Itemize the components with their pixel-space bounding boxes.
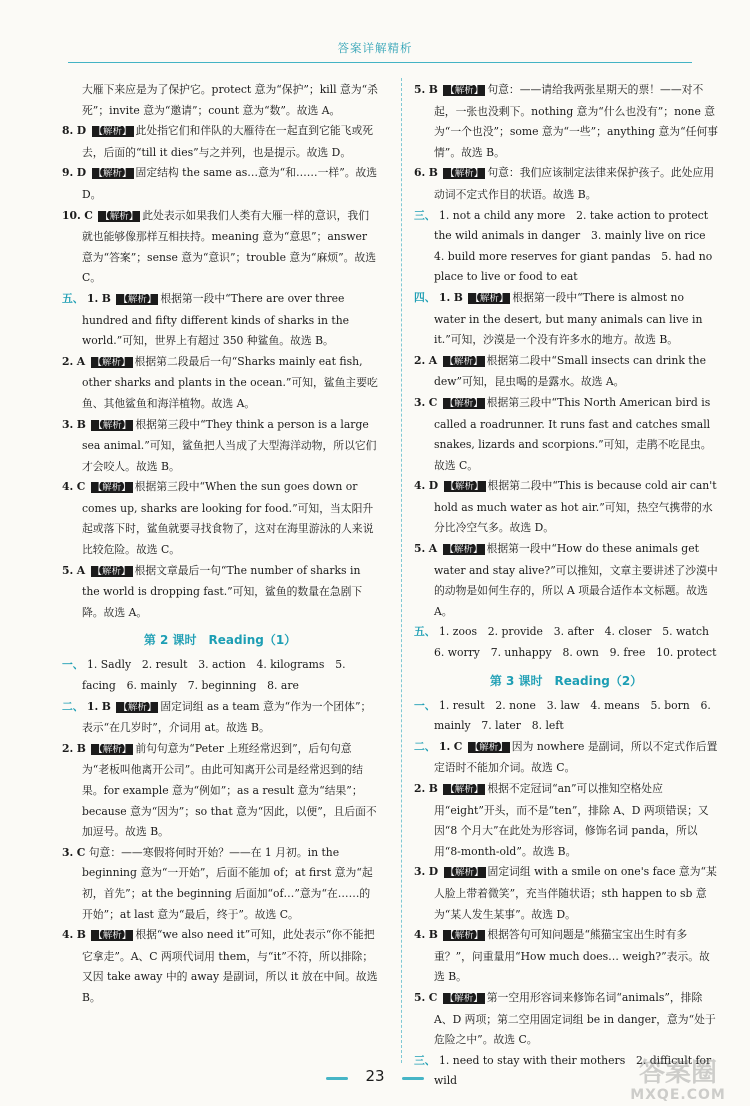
watermark-logo [614, 1058, 742, 1104]
question-number: 4. [414, 928, 426, 942]
analysis-tag: 【解析】 [92, 565, 131, 577]
answer-item [414, 988, 718, 1051]
lesson-heading: 第 3 课时 Reading（2） [489, 673, 643, 688]
answer-choice: A [428, 542, 438, 556]
question-number: 4. [62, 480, 74, 494]
answer-text: 根据第三段中“This North American bird is called a roadrunner. It runs fast and catches small snakes, lizards and scorpions.”可知，走鹃不吃昆虫。故选 C。 [434, 395, 712, 472]
answer-choice: B [76, 928, 86, 942]
answer-item [414, 206, 718, 288]
section-marker: 三、 [414, 208, 436, 222]
question-number: 5. [414, 990, 426, 1004]
question-number: 9. [62, 166, 74, 180]
answer-text: 句意：我们应该制定法律来保护孩子。此处应用动词不定式作目的状语。故选 B。 [434, 166, 715, 201]
analysis-tag: 【解析】 [118, 701, 157, 713]
answer-item [414, 80, 718, 163]
answer-item [62, 843, 378, 925]
analysis-tag: 【解析】 [445, 867, 484, 879]
analysis-tag: 【解析】 [93, 930, 132, 942]
answer-text: 大雁下来应是为了保护它。protect 意为“保护”；kill 意为“杀死”；invite 意为“邀请”；count 意为“数”。故选 A。 [82, 83, 378, 117]
answer-text: 1. result 2. none 3. law 4. means 5. born 6. mainly 7. later 8. left [434, 698, 711, 733]
answer-choice: C [76, 480, 86, 494]
question-number: 5. [62, 563, 74, 577]
analysis-tag: 【解析】 [93, 419, 132, 431]
answer-item [62, 925, 378, 1008]
question-number: 1. [439, 739, 451, 753]
answer-text: 根据文章最后一句“The number of sharks in the world is dropping fast.”可知，鲨鱼的数量在急剧下降。故选 A。 [82, 563, 363, 619]
header-rule [68, 62, 692, 63]
answer-item [414, 163, 718, 205]
question-number: 2. [62, 354, 74, 368]
answer-text: 1. zoos 2. provide 3. after 4. closer 5. watch 6. worry 7. unhappy 8. own 9. free 10. protect [434, 625, 720, 660]
question-number: 2. [414, 353, 426, 367]
answer-text: 根据第二段最后一句“Sharks mainly eat fish, other sharks and plants in the ocean.”可知，鲨鱼主要吃鱼、其他鲨鱼和海洋植物。故选 A。 [82, 354, 378, 410]
answer-choice: B [453, 290, 463, 304]
question-number: 1. [439, 290, 451, 304]
analysis-tag: 【解析】 [469, 741, 508, 753]
answer-choice: B [428, 166, 438, 180]
answer-choice: B [76, 741, 86, 755]
answer-item [62, 121, 378, 163]
answer-text: 因为 nowhere 是副词，所以不定式作后置定语时不能加介词。故选 C。 [434, 739, 718, 775]
answer-item [414, 862, 718, 925]
answer-choice: A [76, 563, 86, 577]
answer-item [62, 289, 378, 352]
answer-item [62, 415, 378, 478]
analysis-tag: 【解析】 [445, 481, 484, 493]
answer-text: 根据第二段中“This is because cold air can't hold as much water as hot air.”可知，热空气携带的水分比冷空气多。故选 D。 [434, 479, 717, 535]
answer-text: 1. not a child any more 2. take action to protect the wild animals in danger 3. mainly live on rice 4. build more reserves for giant pandas 5. had no place to live or food to eat [434, 208, 717, 284]
answer-choice: A [428, 353, 438, 367]
analysis-tag: 【解析】 [92, 482, 131, 494]
analysis-tag: 【解析】 [93, 743, 132, 755]
answer-item [414, 779, 718, 862]
page-number-text: 23 [365, 1067, 385, 1085]
answer-item [62, 163, 378, 205]
answer-text: 根据第二段中“Small insects can drink the dew”可知，昆虫喝的是露水。故选 A。 [434, 353, 706, 389]
question-number: 5. [414, 542, 426, 556]
lesson-heading: 第 2 课时 Reading（1） [143, 633, 297, 648]
answer-choice: B [428, 83, 438, 96]
answer-text: 固定词组 as a team 意为“作为一个团体”；表示“在几岁时”，介词用 at。故选 B。 [82, 699, 372, 735]
watermark-url: MXQE.COM [630, 1087, 726, 1103]
question-number: 3. [62, 417, 74, 431]
question-number: 2. [62, 741, 74, 755]
question-number: 3. [414, 865, 426, 879]
answer-item [62, 697, 378, 739]
answer-text: 根据“we also need it”可知，此处表示“你不能把它拿走”。A、C 两项代词用 them，与“it”不符，所以排除；又因 take away 中的 away 是副词，所以 it 放在中间。故选 B。 [82, 928, 378, 1004]
answer-text: 根据不定冠词“an”可以推知空格处应用“eight”开头，而不是“ten”，排除 A、D 两项错误；又因“8 个月大”在此处为形容词，修饰名词 panda，所以用“8-month-old”。故选 B。 [434, 782, 709, 858]
answer-choice: B [101, 291, 111, 305]
section-marker: 五、 [414, 625, 436, 639]
answer-text: 根据答句可知问题是“熊猫宝宝出生时有多重？”，问重量用“How much does… weigh?”表示。故选 B。 [434, 928, 710, 984]
question-number: 1. [87, 699, 99, 713]
answer-text: 固定结构 the same as…意为“和……一样”。故选 D。 [82, 166, 378, 201]
answer-text: 根据第一段中“There is almost no water in the desert, but many animals can live in it.”可知，沙漠是一个没有许多水的地方。故选 B。 [434, 290, 703, 347]
answer-choice: B [428, 928, 438, 942]
question-number: 10. [62, 208, 81, 222]
left-column [62, 80, 378, 1009]
question-number: 2. [414, 782, 426, 795]
analysis-tag: 【解析】 [444, 992, 483, 1004]
analysis-tag: 【解析】 [445, 85, 484, 96]
analysis-tag: 【解析】 [444, 397, 483, 409]
answer-text: 根据第一段中“There are over three hundred and fifty different kinds of sharks in the world.”可知，世界上有超过 350 种鲨鱼。故选 B。 [82, 291, 350, 348]
answer-item [414, 476, 718, 539]
answer-item [414, 351, 718, 393]
answer-choice: C [428, 990, 438, 1004]
section-marker: 二、 [414, 739, 436, 753]
analysis-tag: 【解析】 [93, 168, 132, 180]
question-number: 8. [62, 124, 74, 138]
analysis-tag: 【解析】 [444, 355, 483, 367]
header-title: 答案详解精析 [337, 41, 413, 55]
answer-text: 前句句意为“Peter 上班经常迟到”，后句句意为“老板叫他离开公司”。由此可知离开公司是经常迟到的结果。for example 意为“例如”；as a result 意为“结果”；because 意为“因为”；so that 意为“因此，以便”，且后面不加逗号。故选 B。 [82, 741, 377, 839]
question-number: 4. [62, 928, 74, 942]
analysis-tag: 【解析】 [444, 544, 483, 556]
section-marker: 五、 [62, 291, 84, 305]
answer-item [414, 393, 718, 476]
question-number: 3. [62, 845, 74, 859]
answer-item [414, 737, 718, 779]
answer-continuation [62, 80, 378, 121]
page-header [0, 0, 750, 76]
answer-item [414, 925, 718, 988]
answer-text: 1. Sadly 2. result 3. action 4. kilograms 5. facing 6. mainly 7. beginning 8. are [82, 658, 346, 693]
section-marker: 一、 [62, 658, 84, 672]
answer-item [62, 206, 378, 289]
answer-text: 根据第三段中“They think a person is a large sea animal.”可知，鲨鱼把人当成了大型海洋动物，所以它们才会咬人。故选 B。 [82, 417, 377, 473]
answer-text: 句意：——请给我两张星期天的票！——对不起，一张也没剩下。nothing 意为“什么也没有”；none 意为“一个也没”；some 意为“一些”；anything 意为“任何事情”。故选 B。 [434, 83, 718, 159]
section-marker: 三、 [414, 1053, 436, 1067]
column-divider [401, 78, 402, 1063]
answer-text: 此处指它们和伴队的大雁待在一起直到它能飞或死去，后面的“till it dies”与之并列，也是提示。故选 D。 [82, 124, 374, 159]
answer-item [414, 622, 718, 663]
analysis-tag: 【解析】 [118, 293, 157, 305]
right-column [414, 80, 718, 1092]
answer-choice: A [76, 354, 86, 368]
answer-choice: C [453, 739, 463, 753]
question-number: 3. [414, 395, 426, 409]
analysis-tag: 【解析】 [100, 210, 139, 222]
answer-item [62, 352, 378, 415]
analysis-tag: 【解析】 [445, 784, 484, 795]
analysis-tag: 【解析】 [93, 126, 132, 138]
answer-choice: C [76, 845, 86, 859]
question-number: 4. [414, 479, 426, 493]
answer-text: 固定词组 with a smile on one's face 意为“某人脸上带着微笑”，充当伴随状语；sth happen to sb 意为“某人发生某事”。故选 D。 [434, 865, 717, 921]
answer-text: 句意：——寒假将何时开始？——在 1 月初。in the beginning 意为“一开始”，后面不能加 of；at first 意为“起初，首先”；at the beginning 后面加“of…”意为“在……的开始”；at last 意为“最后，终于”。故选 C。 [82, 845, 373, 921]
answer-choice: B [428, 782, 438, 795]
answer-text: 根据第三段中“When the sun goes down or comes up, sharks are looking for food.”可知，当太阳升起或落下时，鲨鱼就要寻找食物了，这对在海里游泳的人来说比较危险。故选 C。 [82, 480, 374, 557]
question-number: 6. [414, 166, 426, 180]
answer-item [62, 655, 378, 696]
watermark-main: 答案圈 [638, 1058, 717, 1088]
answer-text: 此处表示如果我们人类有大雁一样的意识，我们就也能够像那样互相扶持。meaning 意为“意思”；answer 意为“答案”；sense 意为“意识”；trouble 意为“麻烦”。故选 C。 [82, 208, 377, 285]
answer-item [62, 477, 378, 560]
answer-choice: D [428, 479, 439, 493]
answer-item [62, 739, 378, 843]
answer-choice: C [428, 395, 438, 409]
question-number: 1. [87, 291, 99, 305]
analysis-tag: 【解析】 [445, 168, 484, 180]
page-number [350, 1067, 400, 1091]
section-marker: 二、 [62, 699, 84, 713]
answer-text: 1. need to stay with their mothers 2. difficult for wild [434, 1053, 712, 1088]
answer-item [62, 561, 378, 624]
section-marker: 四、 [414, 290, 436, 304]
answer-item [414, 288, 718, 351]
answer-choice: D [428, 865, 439, 879]
answer-choice: B [101, 699, 111, 713]
analysis-tag: 【解析】 [470, 292, 509, 304]
answer-choice: B [76, 417, 86, 431]
section-marker: 一、 [414, 698, 436, 712]
answer-choice: D [76, 166, 87, 180]
answer-text: 第一空用形容词来修饰名词“animals”，排除 A、D 两项；第二空用固定词组 be in danger，意为“处于危险之中”。故选 C。 [434, 990, 716, 1047]
analysis-tag: 【解析】 [92, 356, 131, 368]
analysis-tag: 【解析】 [445, 930, 484, 942]
answer-item [414, 696, 718, 737]
page-number-left-ornament [326, 1077, 348, 1080]
answer-choice: D [76, 124, 87, 138]
answer-choice: C [84, 208, 93, 222]
answer-item [414, 539, 718, 622]
answer-text: 根据第一段中“How do these animals get water and stay alive?”可以推知，文章主要讲述了沙漠中的动物是如何生存的，所以 A 项最合适作本文标题。故选 A。 [434, 542, 718, 618]
page-number-right-ornament [402, 1077, 424, 1080]
question-number: 5. [414, 83, 426, 96]
